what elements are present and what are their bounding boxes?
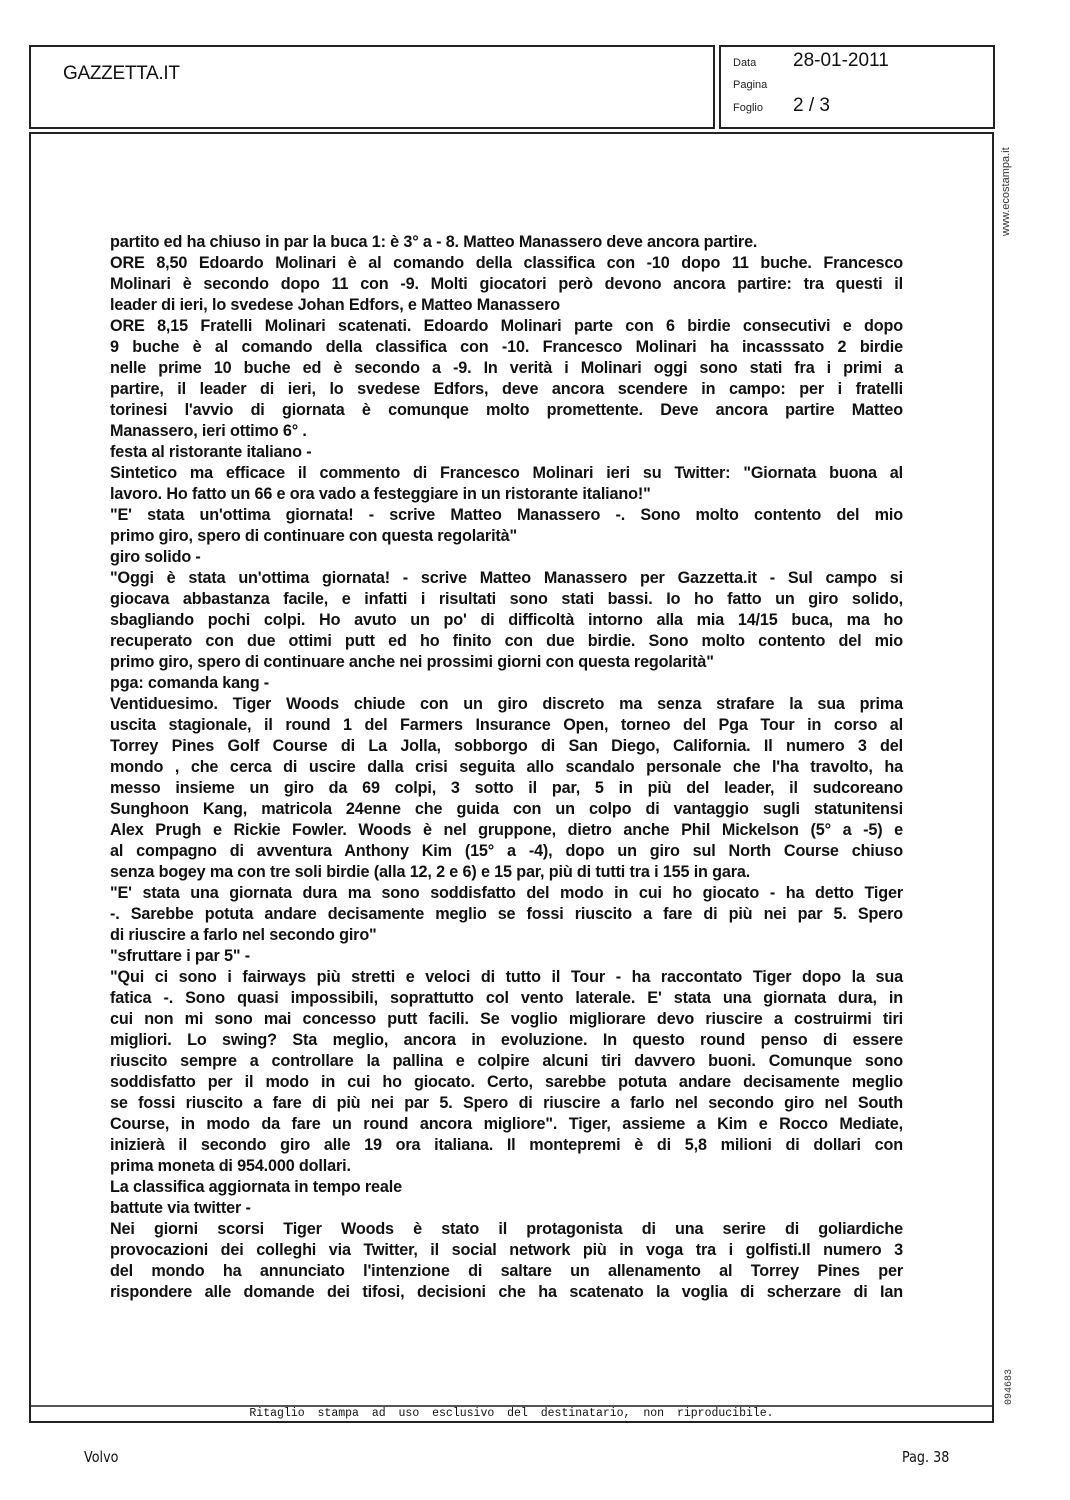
article-line: inizierà il secondo giro alle 19 ora italiana. Il montepremi è di 5,8 milioni di dollari con (110, 1136, 903, 1154)
article-line: "E' stata un'ottima giornata! - scrive Matteo Manassero -. Sono molto contento del mio (110, 506, 903, 524)
article-line: "E' stata una giornata dura ma sono soddisfatto del modo in cui ho giocato - ha detto Tiger (110, 884, 903, 902)
article-line: sbagliando pochi colpi. Ho avuto un po' di difficoltà intorno alla mia 14/15 buca, ma ho (110, 611, 903, 629)
article-line: migliori. Lo swing? Sta meglio, ancora in evoluzione. In questo round penso di essere (110, 1031, 903, 1049)
article-line: giro solido - (110, 548, 201, 566)
article-line: leader di ieri, lo svedese Johan Edfors, e Matteo Manassero (110, 296, 560, 314)
article-line: provocazioni dei colleghi via Twitter, il social network più in voga tra i golfisti.Il numero 3 (110, 1241, 903, 1259)
article-line: se fossi riuscito a fare di più nei par 5. Spero di riuscire a farlo nel secondo giro nel South (110, 1094, 903, 1112)
article-line: mondo , che cerca di uscire dalla crisi seguita allo scandalo personale che l'ha travolto, ha (110, 758, 903, 776)
date-label: Data (733, 57, 757, 69)
article-line: fatica -. Sono quasi impossibili, soprattutto col vento laterale. E' stata una giornata dura, in (110, 989, 903, 1007)
article-line: uscita stagionale, il round 1 del Farmers Insurance Open, torneo del Pga Tour in corso al (110, 716, 903, 734)
article-line: "sfruttare i par 5" - (110, 947, 250, 965)
article-line: ORE 8,15 Fratelli Molinari scatenati. Edoardo Molinari parte con 6 birdie consecutivi e dopo (110, 317, 903, 335)
sheet-label: Foglio (733, 102, 763, 114)
article-line: Nei giorni scorsi Tiger Woods è stato il protagonista di una serire di goliardiche (110, 1220, 903, 1238)
sheet-value: 2 / 3 (793, 95, 830, 116)
header-publication-box (29, 45, 715, 129)
header-meta-box (719, 45, 995, 129)
page-number: Pag. 38 (902, 1448, 950, 1466)
article-line: al compagno di avventura Anthony Kim (15° a -4), dopo un giro sul North Course chiuso (110, 842, 903, 860)
article-line: prima moneta di 954.000 dollari. (110, 1157, 351, 1175)
article-line: nelle prime 10 buche ed è secondo a -9. In verità i Molinari oggi sono stati fra i primi a (110, 359, 903, 377)
article-line: Ventiduesimo. Tiger Woods chiude con un giro discreto ma senza strafare la sua prima (110, 695, 903, 713)
article-line: "Qui ci sono i fairways più stretti e veloci di tutto il Tour - ha raccontato Tiger dopo la sua (110, 968, 903, 986)
article-line: Alex Prugh e Rickie Fowler. Woods è nel gruppone, dietro anche Phil Mickelson (5° a -5) e (110, 821, 903, 839)
article-line: Molinari è secondo dopo 11 con -9. Molti giocatori però devono ancora partire: tra questi il (110, 275, 903, 293)
article-line: -. Sarebbe potuta andare decisamente meglio se fossi riuscito a fare di più nei par 5. Spero (110, 905, 903, 923)
article-line: festa al ristorante italiano - (110, 443, 312, 461)
article-line: rispondere alle domande dei tifosi, decisioni che ha scatenato la voglia di scherzare di Ian (110, 1283, 903, 1301)
article-line: recuperato con due ottimi putt ed ho finito con due birdie. Sono molto contento del mio (110, 632, 903, 650)
article-line: riuscito sempre a controllare la pallina e colpire alcuni tiri davvero buoni. Comunque sono (110, 1052, 903, 1070)
article-line: pga: comanda kang - (110, 674, 270, 692)
article-line: di riuscire a farlo nel secondo giro" (110, 926, 377, 944)
article-line: torinesi l'avvio di giornata è comunque molto promettente. Deve ancora partire Matteo (110, 401, 903, 419)
article-line: Course, in modo da fare un round ancora migliore". Tiger, assieme a Kim e Rocco Mediate, (110, 1115, 903, 1133)
article-line: del mondo ha annunciato l'intenzione di saltare un allenamento al Torrey Pines per (110, 1262, 903, 1280)
disclaimer: Ritaglio stampa ad uso esclusivo del destinatario, non riproducibile. (249, 1407, 774, 1420)
article-line: "Oggi è stata un'ottima giornata! - scrive Matteo Manassero per Gazzetta.it - Sul campo si (110, 569, 903, 587)
article-line: partire, il leader di ieri, lo svedese Edfors, deve ancora scendere in campo: per i fratelli (110, 380, 903, 398)
article-line: primo giro, spero di continuare con questa regolarità" (110, 527, 518, 545)
article-line: senza bogey ma con tre soli birdie (alla 12, 2 e 6) e 15 par, più di tutti tra i 155 in gara. (110, 863, 751, 881)
article-line: Sintetico ma efficace il commento di Francesco Molinari ieri su Twitter: "Giornata buona al (110, 464, 903, 482)
article-line: 9 buche è al comando della classifica con -10. Francesco Molinari ha incasssato 2 birdie (110, 338, 903, 356)
article-line: Manassero, ieri ottimo 6° . (110, 422, 307, 440)
article-line: ORE 8,50 Edoardo Molinari è al comando della classifica con -10 dopo 11 buche. Francesco (110, 254, 903, 272)
article-line: soddisfatto per il modo in cui ho giocato. Certo, sarebbe potuta andare decisamente meglio (110, 1073, 903, 1091)
document-code: 094683 (1004, 1368, 1015, 1405)
article-line: Torrey Pines Golf Course di La Jolla, sobborgo di San Diego, California. Il numero 3 del (110, 737, 903, 755)
article-line: partito ed ha chiuso in par la buca 1: è 3° a - 8. Matteo Manassero deve ancora partire. (110, 233, 758, 251)
article-line: primo giro, spero di continuare anche nei prossimi giorni con questa regolarità" (110, 653, 714, 671)
article-line: lavoro. Ho fatto un 66 e ora vado a festeggiare in un ristorante italiano!" (110, 485, 651, 503)
source-url: www.ecostampa.it (1000, 147, 1012, 236)
client-name: Volvo (84, 1448, 119, 1466)
article-line: cui non mi sono mai concesso putt facili. Se voglio migliorare devo riuscire a costruirmi tiri (110, 1010, 903, 1028)
article-line: giocava abbastanza facile, e infatti i risultati sono stati bassi. Io ho fatto un giro solido, (110, 590, 903, 608)
article-line: battute via twitter - (110, 1199, 251, 1217)
article-line: La classifica aggiornata in tempo reale (110, 1178, 402, 1196)
article-line: messo insieme un giro da 69 colpi, 3 sotto il par, 5 in più del leader, il sudcoreano (110, 779, 903, 797)
page-label: Pagina (733, 79, 768, 91)
publication-name: GAZZETTA.IT (63, 63, 180, 84)
article-body (110, 232, 903, 1303)
article-line: Sunghoon Kang, matricola 24enne che guida con un colpo di vantaggio sugli statunitensi (110, 800, 903, 818)
date-value: 28-01-2011 (793, 50, 889, 71)
